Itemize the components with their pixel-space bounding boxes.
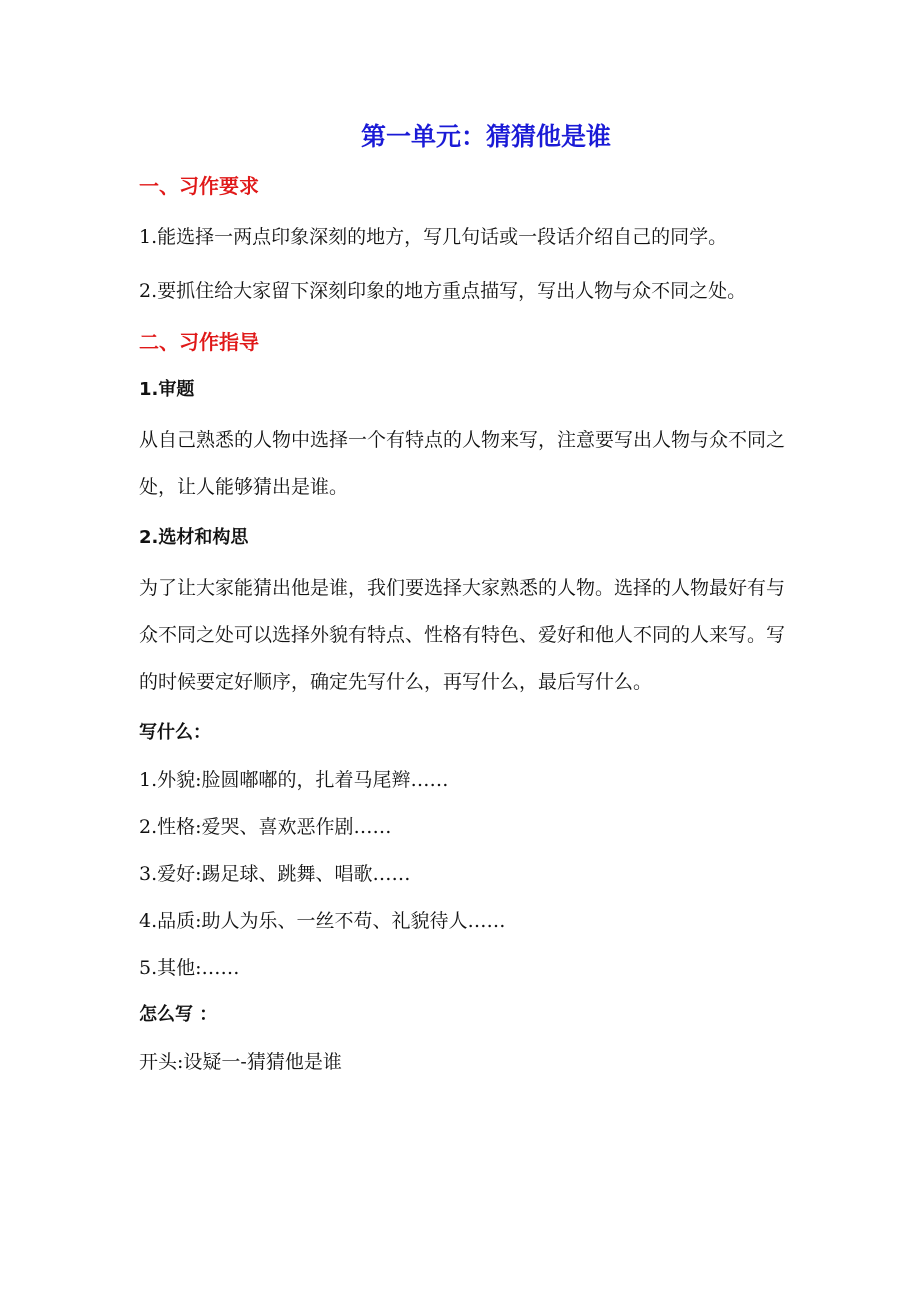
list-item: 开头:设疑一-猜猜他是谁 xyxy=(139,1051,342,1073)
document-content xyxy=(139,115,799,1089)
document-title: 第一单元：猜猜他是谁 xyxy=(360,122,611,151)
subheading-material-planning: 2.选材和构思 xyxy=(139,527,249,548)
list-item: 3.爱好:踢足球、跳舞、唱歌…… xyxy=(139,863,411,885)
section-heading-guidance: 二、习作指导 xyxy=(139,330,259,354)
list-item: 1.外貌:脸圆嘟嘟的，扎着马尾辫…… xyxy=(139,769,449,791)
requirement-item-2: 2.要抓住给大家留下深刻印象的地方重点描写，写出人物与众不同之处。 xyxy=(139,280,747,302)
subheading-how-to-write: 怎么写 ： xyxy=(139,1004,218,1025)
section-heading-requirements: 一、习作要求 xyxy=(139,174,259,198)
subheading-topic-review: 1.审题 xyxy=(139,379,195,400)
subheading-what-to-write: 写什么： xyxy=(139,722,211,743)
material-planning-paragraph: 为了让大家能猜出他是谁，我们要选择大家熟悉的人物。选择的人物最好有与众不同之处可以选择外貌有特点、性格有特色、爱好和他人不同的人来写。写的时候要定好顺序，确定先写什么，再写什么，最后写什么。 xyxy=(139,577,786,693)
topic-review-paragraph: 从自己熟悉的人物中选择一个有特点的人物来写，注意要写出人物与众不同之处，让人能够猜出是谁。 xyxy=(139,429,786,498)
list-item: 4.品质:助人为乐、一丝不苟、礼貌待人…… xyxy=(139,910,506,932)
requirement-item-1: 1.能选择一两点印象深刻的地方，写几句话或一段话介绍自己的同学。 xyxy=(139,226,728,248)
list-item: 5.其他:…… xyxy=(139,957,240,979)
list-item: 2.性格:爱哭、喜欢恶作剧…… xyxy=(139,816,392,838)
